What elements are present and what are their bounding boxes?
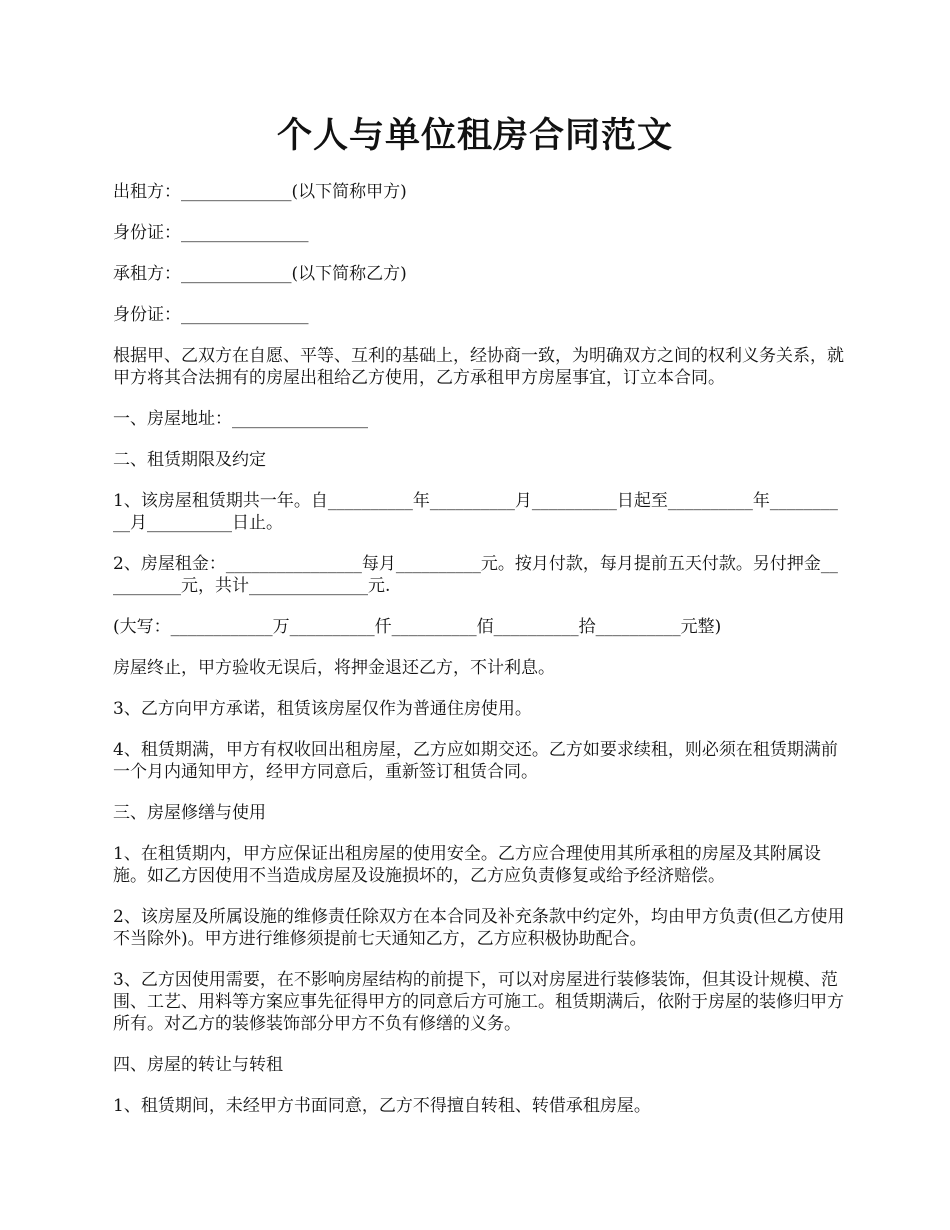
deposit-refund: 房屋终止，甲方验收无误后，将押金退还乙方，不计利息。 [113, 658, 555, 678]
section-4-heading: 四、房屋的转让与转租 [113, 1055, 283, 1075]
clause-2-2-rent: 2、房屋租金：________________每月__________元。按月付款，每月提前五天付款。另付押金__________元，共计______________元. [113, 554, 838, 596]
preamble-paragraph: 根据甲、乙双方在自愿、平等、互利的基础上，经协商一致，为明确双方之间的权利义务关系，就甲方将其合法拥有的房屋出租给乙方使用，乙方承租甲方房屋事宜，订立本合同。 [113, 346, 844, 388]
clause-2-3-usage: 3、乙方向甲方承诺，租赁该房屋仅作为普通住房使用。 [113, 699, 532, 719]
clause-4-1-sublet: 1、租赁期间，未经甲方书面同意，乙方不得擅自转租、转借承租房屋。 [113, 1096, 651, 1116]
clause-2-4-expiry: 4、租赁期满，甲方有权收回出租房屋，乙方应如期交还。乙方如要求续租，则必须在租赁期满前一个月内通知甲方，经甲方同意后，重新签订租赁合同。 [113, 740, 838, 782]
section-2-heading: 二、租赁期限及约定 [113, 450, 266, 470]
lessor-line: 出租方：_____________(以下简称甲方) [113, 182, 407, 202]
document-body [113, 181, 845, 1117]
lessee-line: 承租方：_____________(以下简称乙方) [113, 264, 407, 284]
clause-3-1-safety: 1、在租赁期内，甲方应保证出租房屋的使用安全。乙方应合理使用其所承租的房屋及其附属设施。如乙方因使用不当造成房屋及设施损坏的，乙方应负责修复或给予经济赔偿。 [113, 844, 821, 886]
clause-2-1-term: 1、该房屋租赁期共一年。自__________年__________月__________日起至__________年__________月__________日止。 [113, 491, 838, 533]
lessee-id-line: 身份证：_______________ [113, 305, 309, 325]
clause-3-3-renovation: 3、乙方因使用需要，在不影响房屋结构的前提下，可以对房屋进行装修装饰，但其设计规模、范围、工艺、用料等方案应事先征得甲方的同意后方可施工。租赁期满后，依附于房屋的装修归甲方所有。对乙方的装修装饰部分甲方不负有修缮的义务。 [113, 970, 844, 1034]
section-1-address: 一、房屋地址：________________ [113, 409, 368, 429]
lessor-id-line: 身份证：_______________ [113, 223, 309, 243]
document-title: 个人与单位租房合同范文 [276, 115, 673, 156]
section-3-heading: 三、房屋修缮与使用 [113, 803, 266, 823]
rent-in-words: (大写：____________万__________仟__________佰__________拾__________元整) [113, 617, 722, 637]
clause-3-2-repair: 2、该房屋及所属设施的维修责任除双方在本合同及补充条款中约定外，均由甲方负责(但乙方使用不当除外)。甲方进行维修须提前七天通知乙方，乙方应积极协助配合。 [113, 907, 845, 949]
